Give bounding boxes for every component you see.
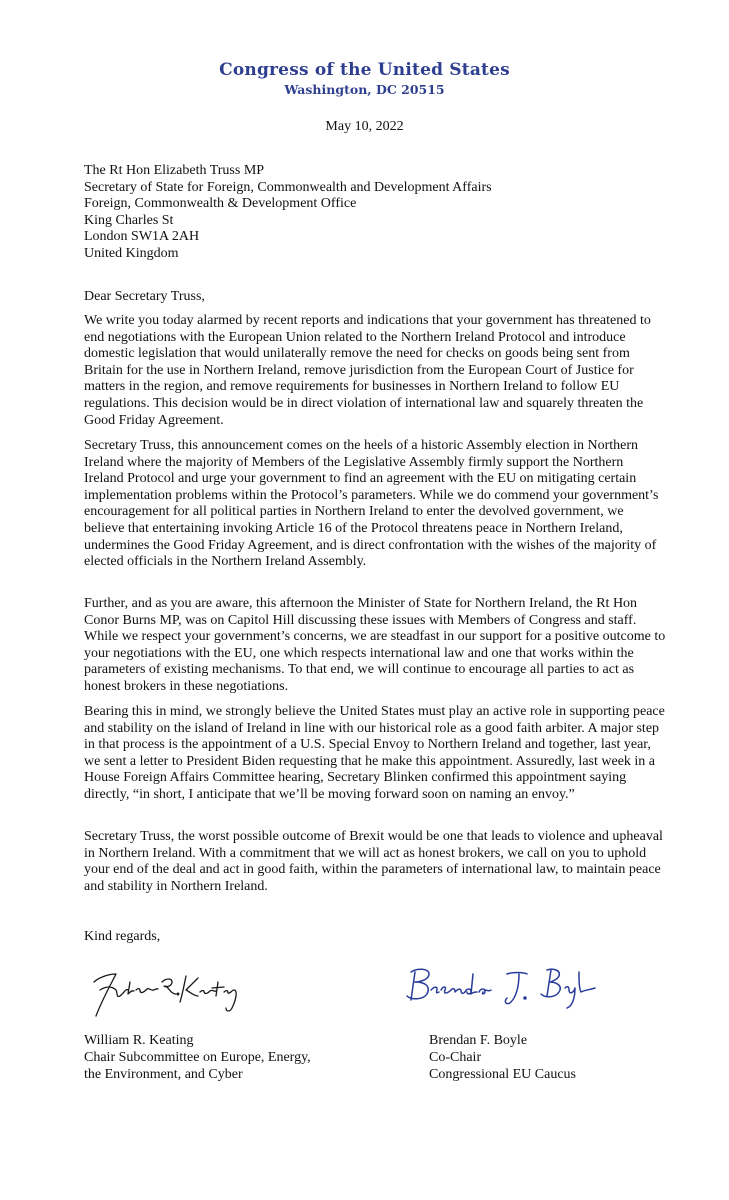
signer-name: Brendan F. Boyle — [429, 1033, 528, 1048]
body-paragraph-1: We write you today alarmed by recent reports and indications that your government has threatened to end negotiations with the European Union related to the Northern Ireland Protocol and introduce domestic legislation that would unilaterally remove the need for checks on goods being sent from Britain for the use in Northern Ireland, remove jurisdiction from the European Court of Justice for matters in the region, and remove requirements for businesses in Northern Ireland to follow EU regulations. This decision would be in direct violation of international law and squarely threaten the Good Friday Agreement. — [84, 313, 651, 428]
recipient-address — [84, 163, 664, 263]
address-line: Secretary of State for Foreign, Commonwealth and Development Affairs — [84, 179, 492, 195]
signature-keating-drawing — [86, 960, 246, 1020]
signer-block-keating — [84, 1032, 311, 1083]
body-paragraph-4: Bearing this in mind, we strongly believe the United States must play an active role in supporting peace and stability on the island of Ireland in line with our historical role as a good faith arbiter. A major step in that process is the appointment of a U.S. Special Envoy to Northern Ireland and together, last year, we sent a letter to President Biden requesting that he make this appointment. Assuredly, last week in a House Foreign Affairs Committee hearing, Secretary Blinken confirmed this appointment saying directly, “in short, I anticipate that we’ll be moving forward soon on naming an envoy.” — [84, 704, 665, 802]
address-line: London SW1A 2AH — [84, 229, 200, 245]
signature-keating — [86, 960, 246, 1020]
signature-boyle-drawing — [403, 962, 623, 1010]
body-paragraph-2: Secretary Truss, this announcement comes on the heels of a historic Assembly election in Northern Ireland where the majority of Members of the Legislative Assembly firmly support the Northern Ireland Protocol and urge your government to find an agreement with the EU on mitigating certain implementation problems within the Protocol’s parameters. While we do commend your government’s encouragement for all political parties in Northern Ireland to enter the devolved government, we believe that entertaining invoking Article 16 of the Protocol threatens peace in Northern Ireland, undermines the Good Friday Agreement, and is direct confrontation with the wishes of the majority of elected officials in the Northern Ireland Assembly. — [84, 438, 659, 570]
letter-date: May 10, 2022 — [325, 119, 404, 134]
address-line: Foreign, Commonwealth & Development Office — [84, 196, 357, 212]
signer-title-line: Chair Subcommittee on Europe, Energy, — [84, 1050, 311, 1065]
signer-title-line: the Environment, and Cyber — [84, 1067, 243, 1082]
salutation: Dear Secretary Truss, — [84, 289, 205, 304]
signer-title-line: Co-Chair — [429, 1050, 482, 1065]
address-line: King Charles St — [84, 212, 174, 228]
signer-name: William R. Keating — [84, 1033, 194, 1048]
body-paragraph-3: Further, and as you are aware, this afternoon the Minister of State for Northern Ireland, the Rt Hon Conor Burns MP, was on Capitol Hill discussing these issues with Members of Congress and staff. While we respect your government’s concerns, we are steadfast in our support for a positive outcome to your negotiations with the EU, one which respects international law and one that works within the parameters of existing mechanisms. To that end, we will continue to encourage all parties to act as honest brokers in these negotiations. — [84, 596, 666, 694]
signer-block-boyle — [429, 1032, 576, 1083]
address-line: United Kingdom — [84, 245, 179, 261]
letterhead-title: Congress of the United States — [219, 60, 510, 80]
closing: Kind regards, — [84, 929, 161, 944]
letterhead-subtitle: Washington, DC 20515 — [284, 82, 445, 97]
body-paragraph-5: Secretary Truss, the worst possible outcome of Brexit would be one that leads to violence and upheaval in Northern Ireland. With a commitment that we will act as honest brokers, we call on you to uphold your end of the deal and act in good faith, within the parameters of international law, to maintain peace and stability in Northern Ireland. — [84, 829, 663, 894]
signer-title-line: Congressional EU Caucus — [429, 1067, 576, 1082]
signature-boyle — [403, 962, 623, 1010]
address-line: The Rt Hon Elizabeth Truss MP — [84, 163, 265, 178]
